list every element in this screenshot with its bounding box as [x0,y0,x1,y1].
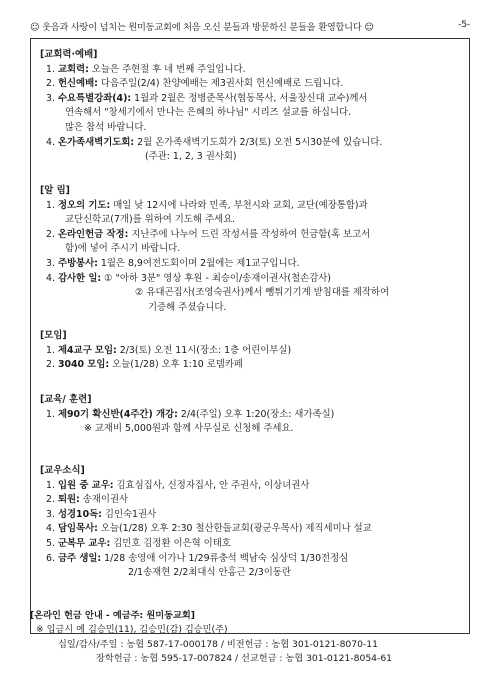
list-item: 5. 군복무 교우: 김민호 김정환 이은혁 이태호 [46,537,231,549]
section-title: [모임] [40,330,67,341]
section-title: [교회력·예배] [40,49,98,60]
section-worship [40,48,460,165]
account-line: 십일/감사/주일 : 농협 587-17-000178 / 비전헌금 : 농협 301-0121-8070-11 [58,638,378,650]
fee-note: ※ 교재비 5,000원과 함께 사무실로 신청해 주세요. [84,423,294,435]
list-item: 3. 주방봉사: 1월은 8,9여전도회이며 2월에는 제1교구입니다. [46,257,300,269]
deposit-note: ※ 입금시 예 김승민(11), 김승민(감) 김승민(주) [36,624,228,636]
list-item: 2. 3040 모임: 오늘(1/28) 오후 1:10 로뎀카페 [46,359,243,371]
section-title: [교육/ 훈련] [40,394,92,405]
section-education [40,393,460,437]
list-item: 3. 성경10독: 김인숙1권사 [46,508,157,520]
list-item-continuation: 기증해 주셨습니다. [148,301,227,313]
list-item-continuation: 2/1송재현 2/2최대식 안홍근 2/3이동란 [128,567,291,579]
list-item-continuation: 연속해서 "창세기에서 만나는 은혜의 하나님" 시리즈 설교를 하십니다. [65,107,352,119]
list-item: 1. 입원 중 교우: 김효심집사, 신정자집사, 안 주권사, 이상녀권사 [46,479,310,491]
list-item: 1. 제90기 확신반(4주간) 개강: 2/4(주일) 오후 1:20(장소: 새가족실) [46,408,335,420]
list-item: 2. 온라인헌금 작정: 지난주에 나누어 드린 작성서를 작성하여 헌금함(혹 보고서 [46,228,371,240]
section-members [40,464,460,581]
list-item: 4. 감사한 일: ① "아하 3분" 영상 후원 - 최승이/송재이권사(철손감사) [46,272,331,284]
list-item-continuation: 교단신학교(7개)를 위하여 기도해 주세요. [65,214,236,226]
list-item-continuation: ② 유대곤집사(조영숙권사)께서 뺑튀기기계 받침대를 제작하여 [135,287,390,299]
page-header [30,19,470,33]
section-meetings [40,329,460,373]
list-item: 2. 헌신예배: 다음주일(2/4) 찬양예배는 제3권사회 헌신예배로 드립니다. [46,78,344,90]
section-title: [온라인 헌금 안내 - 예금주: 원미동교회] [30,610,196,621]
list-item: 6. 금주 생일: 1/28 송영애 이가나 1/29류충석 백남숙 심상덕 1/30전정심 [46,552,349,564]
list-item: 4. 온가족새벽기도회: 2월 온가족새벽기도회가 2/3(토) 오전 5시30분에 있습니다. [46,136,383,148]
list-item: 4. 담임목사: 오늘(1/28) 오후 2:30 철산한돌교회(광군우목사) 제직세미나 설교 [46,523,372,535]
section-notices [40,184,460,315]
header-welcome-text: ☺ 웃음과 사랑이 넘치는 원미동교회에 처음 오신 분들과 방문하신 분들을 환영합니다 ☺ [30,22,374,33]
list-item: 1. 제4교구 모임: 2/3(토) 오전 11시(장소: 1층 어린이부실) [46,344,292,356]
section-online-offering [30,609,470,667]
section-title: [교우소식] [40,465,85,476]
section-title: [알 림] [40,185,70,196]
list-item-continuation: 많은 참석 바랍니다. [65,121,147,133]
list-item-continuation: (주관: 1, 2, 3 권사회) [145,151,237,163]
list-item: 3. 수요특별강좌(4): 1월과 2월은 정병준목사(협동목사, 서울장신대 교수)께서 [46,92,368,104]
list-item: 1. 정오의 기도: 매일 낮 12시에 나라와 민족, 부천시와 교회, 교단(예장통합)과 [46,199,368,211]
account-line: 장학헌금 : 농협 595-17-007824 / 선교헌금 : 농협 301-0121-8054-61 [96,653,393,665]
page-number: -5- [458,19,470,30]
list-item-continuation: 함)에 넣어 주시기 바랍니다. [65,243,181,255]
list-item: 2. 퇴원: 송재이권사 [46,494,129,506]
list-item: 1. 교회력: 오늘은 주현절 후 네 번째 주일입니다. [46,63,246,75]
